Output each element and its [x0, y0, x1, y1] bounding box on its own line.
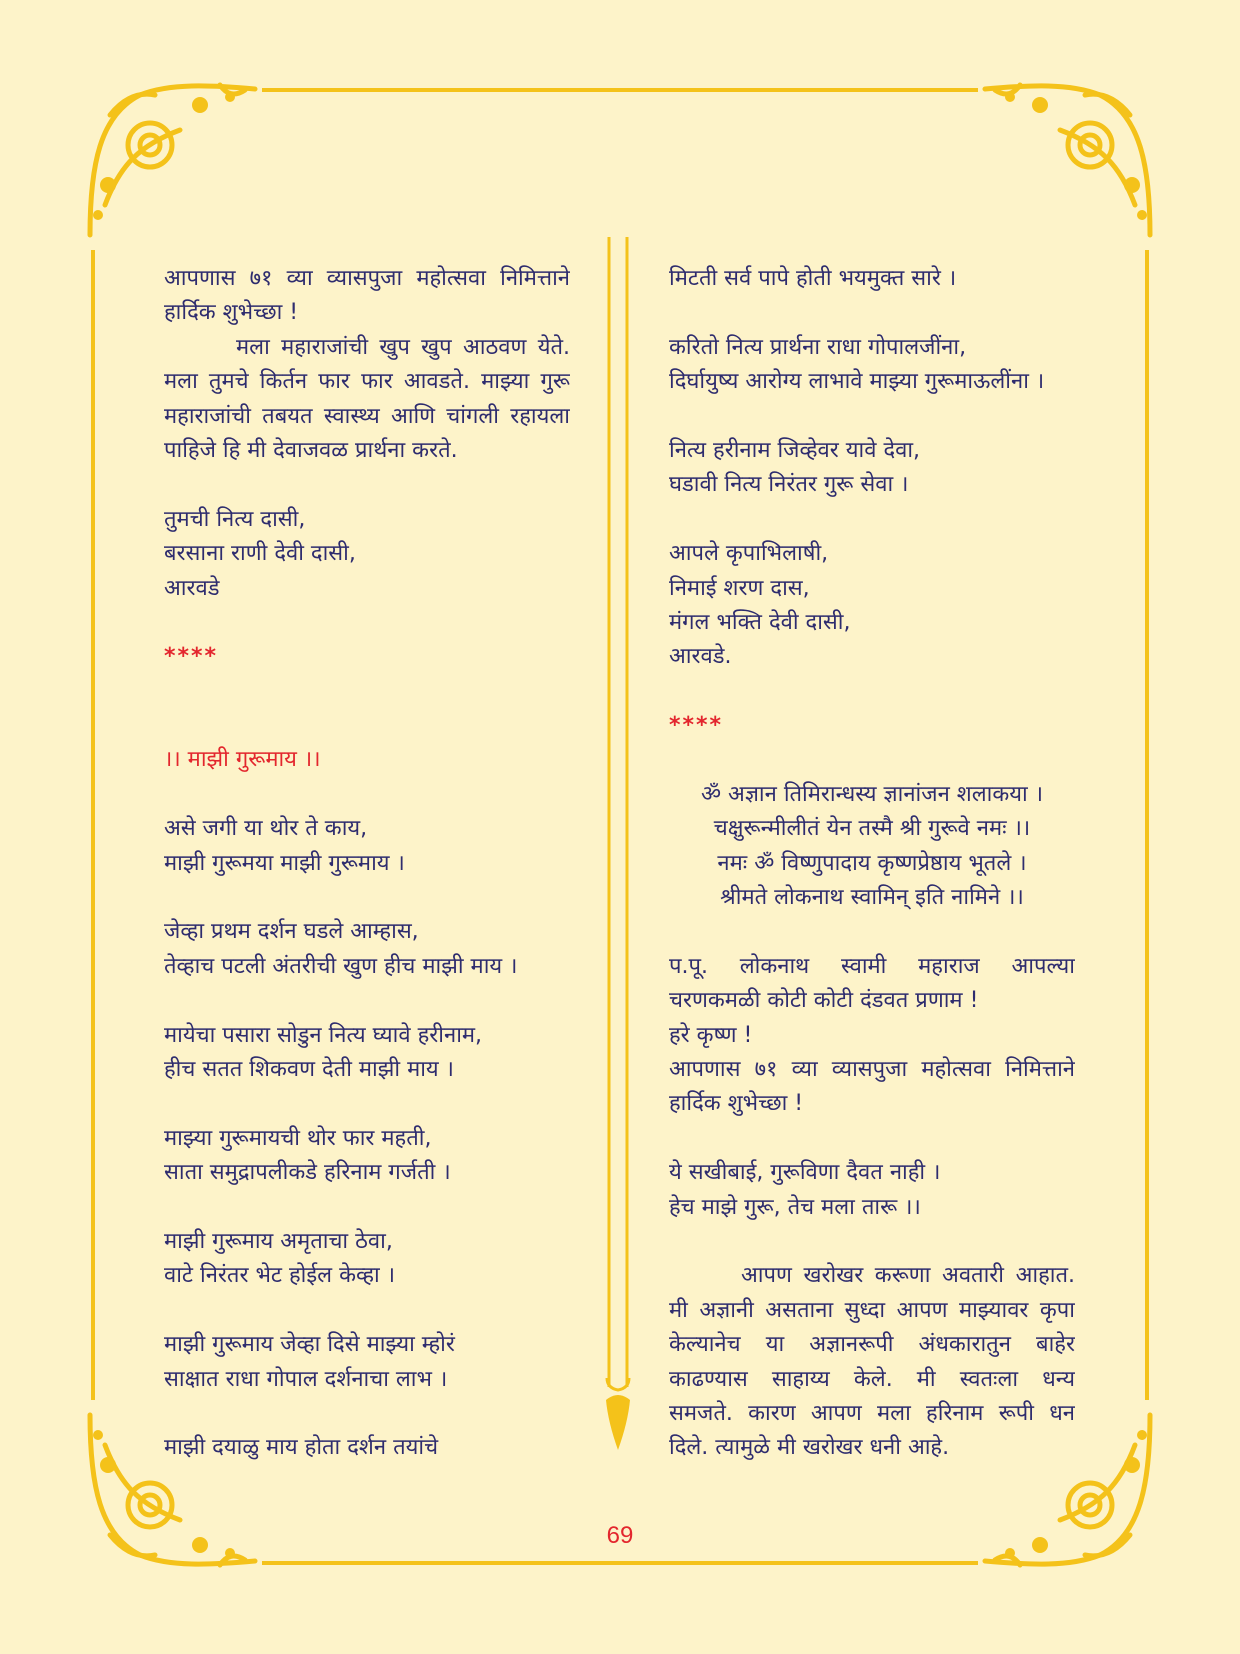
blank-line	[669, 1122, 1075, 1156]
text-line: आपले कृपाभिलाषी,	[669, 541, 829, 567]
corner-ornament-top-left	[80, 75, 260, 245]
blank-line	[164, 675, 570, 709]
text-line: तुमची नित्य दासी,	[164, 506, 306, 532]
text-line: दिर्घायुष्य आरोग्य लाभावे माझ्या गुरूमाऊलींना ।	[669, 369, 1045, 395]
blank-line	[669, 503, 1075, 537]
text-line: घडावी नित्य निरंतर गुरू सेवा ।	[669, 472, 909, 498]
text-line: मंगल भक्ति देवी दासी,	[669, 609, 851, 635]
text-line: आपणास ७१ व्या व्यासपुजा महोत्सवा निमित्ताने	[164, 266, 570, 291]
text-line: हार्दिक शुभेच्छा !	[669, 1091, 804, 1117]
text-line: नमः ॐ विष्णुपादाय कृष्णप्रेष्ठाय भूतले ।	[717, 850, 1027, 876]
text-line: आरवडे.	[669, 644, 732, 670]
left-text-column	[164, 262, 570, 1466]
blank-line	[164, 468, 570, 502]
text-line: माझी गुरूमाय अमृताचा ठेवा,	[164, 1228, 393, 1254]
text-line: पाहिजे हि मी देवाजवळ प्रार्थना करते.	[164, 437, 458, 463]
text-line: हरे कृष्ण !	[669, 1022, 753, 1048]
text-line: हीच सतत शिकवण देती माझी माय ।	[164, 1056, 455, 1082]
text-line: श्रीमते लोकनाथ स्वामिन् इति नामिने ।।	[720, 885, 1024, 911]
text-line: प.पू. लोकनाथ स्वामी महाराज आपल्या	[669, 953, 1075, 979]
text-line: चरणकमळी कोटी कोटी दंडवत प्रणाम !	[669, 988, 979, 1014]
blank-line	[164, 984, 570, 1018]
text-line: आपण खरोखर करूणा अवतारी आहात.	[741, 1263, 1075, 1289]
blank-line	[164, 1397, 570, 1431]
right-border-line	[1145, 250, 1149, 1400]
blank-line	[669, 1225, 1075, 1259]
blank-line	[669, 400, 1075, 434]
text-line: मिटती सर्व पापे होती भयमुक्त सारे ।	[669, 266, 957, 291]
text-line: साता समुद्रापलीकडे हरिनाम गर्जती ।	[164, 1160, 451, 1186]
divider-tilak-ornament	[604, 1378, 632, 1450]
text-line: केल्यानेच या अज्ञानरूपी अंधकारातुन बाहेर	[669, 1332, 1075, 1358]
left-border-line	[91, 250, 95, 1400]
blank-line	[164, 606, 570, 640]
text-line: साक्षात राधा गोपाल दर्शनाचा लाभ ।	[164, 1366, 448, 1392]
text-line: हार्दिक शुभेच्छा !	[164, 300, 299, 326]
text-line: चक्षुरून्मीलीतं येन तस्मै श्री गुरूवे नमः ।।	[713, 816, 1031, 842]
text-line: असे जगी या थोर ते काय,	[164, 816, 368, 842]
blank-line	[669, 915, 1075, 949]
blank-line	[164, 1191, 570, 1225]
blank-line	[669, 675, 1075, 709]
bottom-border-line	[262, 1561, 978, 1565]
blank-line	[669, 296, 1075, 330]
top-border-line	[262, 88, 978, 92]
text-line: आपणास ७१ व्या व्यासपुजा महोत्सवा निमित्ताने	[669, 1056, 1075, 1082]
text-line: समजते. कारण आपण मला हरिनाम रूपी धन	[669, 1400, 1075, 1426]
text-line: हेच माझे गुरू, तेच मला तारू ।।	[669, 1194, 921, 1220]
text-line: माझी गुरूमया माझी गुरूमाय ।	[164, 850, 405, 876]
text-line: ॐ अज्ञान तिमिरान्धस्य ज्ञानांजन शलाकया ।	[700, 781, 1044, 807]
blank-line	[669, 743, 1075, 777]
blank-line	[164, 1087, 570, 1121]
blank-line	[164, 709, 570, 743]
blank-line	[164, 881, 570, 915]
text-line: माझी दयाळु माय होता दर्शन तयांचे	[164, 1435, 439, 1461]
corner-ornament-top-right	[980, 75, 1160, 245]
text-line: नित्य हरीनाम जिव्हेवर यावे देवा,	[669, 437, 921, 463]
text-line: महाराजांची तबयत स्वास्थ्य आणि चांगली रहायला	[164, 403, 570, 429]
text-line: निमाई शरण दास,	[669, 575, 810, 601]
text-line: करितो नित्य प्रार्थना राधा गोपालजींना,	[669, 334, 967, 360]
text-line: काढण्यास साहाय्य केले. मी स्वतःला धन्य	[669, 1366, 1075, 1392]
center-column-divider	[606, 237, 630, 1387]
text-line: आरवडे	[164, 575, 220, 601]
right-text-column	[669, 262, 1075, 1466]
text-line: माझी गुरूमाय जेव्हा दिसे माझ्या म्होरं	[164, 1332, 455, 1358]
blank-line	[164, 778, 570, 812]
page-number: 69	[606, 1522, 634, 1549]
text-line: बरसाना राणी देवी दासी,	[164, 541, 356, 567]
text-line: तेव्हाच पटली अंतरीची खुण हीच माझी माय ।	[164, 953, 518, 979]
blank-line	[164, 1294, 570, 1328]
poem-title: ।। माझी गुरूमाय ।।	[164, 747, 321, 773]
text-line: मला तुमचे किर्तन फार फार आवडते. माझ्या गुरू	[164, 369, 570, 395]
text-line: माझ्या गुरूमायची थोर फार महती,	[164, 1125, 432, 1151]
text-line: वाटे निरंतर भेट होईल केव्हा ।	[164, 1263, 396, 1289]
section-separator-stars: ****	[164, 644, 219, 670]
text-line: दिले. त्यामुळे मी खरोखर धनी आहे.	[669, 1435, 950, 1461]
text-line: मायेचा पसारा सोडुन नित्य घ्यावे हरीनाम,	[164, 1022, 483, 1048]
text-line: जेव्हा प्रथम दर्शन घडले आम्हास,	[164, 919, 419, 945]
text-line: ये सखीबाई, गुरूविणा दैवत नाही ।	[669, 1160, 941, 1186]
text-line: मी अज्ञानी असताना सुध्दा आपण माझ्यावर कृपा	[669, 1297, 1075, 1323]
text-line: मला महाराजांची खुप खुप आठवण येते.	[236, 334, 570, 360]
section-separator-stars: ****	[669, 713, 724, 739]
